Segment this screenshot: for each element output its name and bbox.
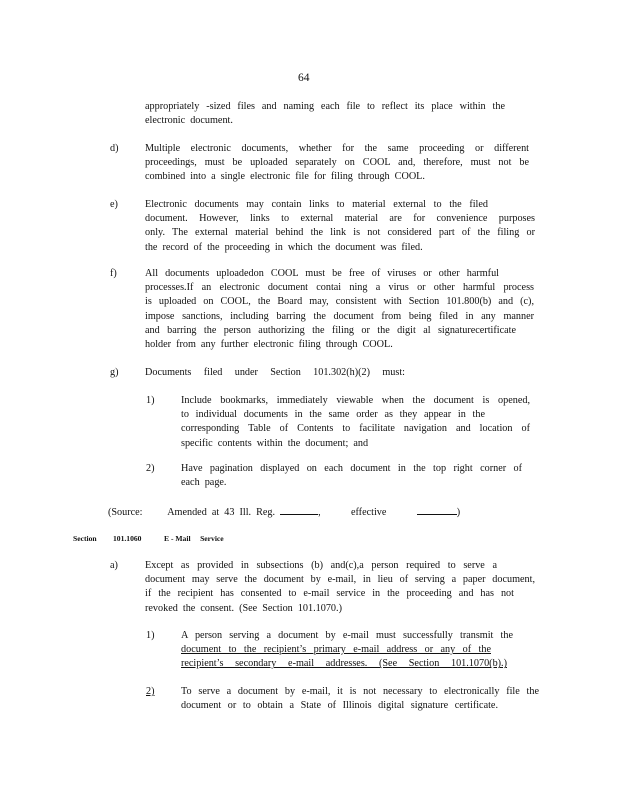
text-line: if the recipient has consented to e-mail service in the proceeding and has not xyxy=(145,588,514,600)
section-label: Section xyxy=(73,534,97,543)
paragraph-a1 xyxy=(181,629,513,672)
item-a-label: a) xyxy=(110,560,118,571)
item-d-label: d) xyxy=(110,143,119,154)
text-line: Include bookmarks, immediately viewable when the document is opened, xyxy=(181,395,530,406)
effective-date-blank xyxy=(417,504,457,515)
text-line: and barring the person authorizing the filing or the digit al signaturecertificate xyxy=(145,324,516,336)
paragraph-f xyxy=(145,267,534,352)
paragraph-e xyxy=(145,198,535,255)
source-prefix: (Source: xyxy=(108,507,143,518)
text-line: Electronic documents may contain links to material external to the filed xyxy=(145,199,488,210)
text-line: Except as provided in subsections (b) and(c),a person required to serve a xyxy=(145,560,497,571)
section-title: E - Mail Service xyxy=(164,534,224,543)
text-line: Multiple electronic documents, whether for the same proceeding or different xyxy=(145,143,529,154)
text-line: the record of the proceeding in which the document was filed. xyxy=(145,241,423,253)
item-g2-label: 2) xyxy=(146,463,155,474)
item-e-label: e) xyxy=(110,199,118,210)
paragraph-g1 xyxy=(181,394,530,451)
text-line: All documents uploadedon COOL must be free of viruses or other harmful xyxy=(145,268,499,279)
reg-blank xyxy=(280,504,318,515)
source-note xyxy=(108,504,461,520)
text-line: recipient’s secondary e-mail addresses. (See Section 101.1070(b).) xyxy=(181,658,507,670)
paragraph-a xyxy=(145,559,535,616)
item-g-label: g) xyxy=(110,367,119,378)
text-line: impose sanctions, including barring the document from being filed in any manner xyxy=(145,310,534,322)
text-line: processes.If an electronic document contai ning a virus or other harmful process xyxy=(145,282,534,294)
text-line: document to the recipient’s primary e-mail address or any of the xyxy=(181,644,491,656)
text-line: revoked the consent. (See Section 101.1070.) xyxy=(145,602,342,614)
paragraph-d xyxy=(145,142,529,185)
paragraph-a2 xyxy=(181,685,539,713)
text-line: document. However, links to external material are for convenience purposes xyxy=(145,213,535,225)
text-line: holder from any further electronic filing through COOL. xyxy=(145,339,393,351)
page-number: 64 xyxy=(298,72,310,84)
text-line: appropriately -sized files and naming each file to reflect its place within the xyxy=(145,101,505,112)
source-effective: effective xyxy=(350,507,387,518)
paragraph-g2 xyxy=(181,462,522,490)
text-line: Have pagination displayed on each document in the top right corner of xyxy=(181,463,522,474)
text-line: To serve a document by e-mail, it is not necessary to electronically file the xyxy=(181,686,539,697)
paragraph-g xyxy=(145,366,405,380)
source-comma: , xyxy=(318,507,321,518)
item-f-label: f) xyxy=(110,268,117,279)
section-number: 101.1060 xyxy=(113,534,142,543)
item-a1-label: 1) xyxy=(146,630,155,641)
text-line: corresponding Table of Contents to facilitate navigation and location of xyxy=(181,423,530,435)
text-line: specific contents within the document; and xyxy=(181,437,369,449)
text-line: to individual documents in the same order as they appear in the xyxy=(181,409,485,421)
item-g1-label: 1) xyxy=(146,395,155,406)
text-line: combined into a single electronic file for filing through COOL. xyxy=(145,171,425,183)
text-line: document or to obtain a State of Illinois digital signature certificate. xyxy=(181,700,498,712)
text-line: electronic document. xyxy=(145,115,233,127)
text-line: each page. xyxy=(181,477,227,489)
text-line: only. The external material behind the link is not considered part of the filing or xyxy=(145,227,535,239)
source-suffix: ) xyxy=(456,507,461,518)
paragraph-c-continuation xyxy=(145,100,505,128)
text-line: is uploaded on COOL, the Board may, consistent with Section 101.800(b) and (c), xyxy=(145,296,534,308)
text-line: A person serving a document by e-mail must successfully transmit the xyxy=(181,630,513,641)
item-a2-label: 2) xyxy=(146,686,155,697)
text-line: proceedings, must be uploaded separately on COOL and, therefore, must not be xyxy=(145,157,529,169)
text-line: Documents filed under Section 101.302(h)(2) must: xyxy=(145,367,405,378)
text-line: document may serve the document by e-mail, in lieu of serving a paper document, xyxy=(145,574,535,586)
source-amended: Amended at 43 Ill. Reg. xyxy=(167,507,276,518)
